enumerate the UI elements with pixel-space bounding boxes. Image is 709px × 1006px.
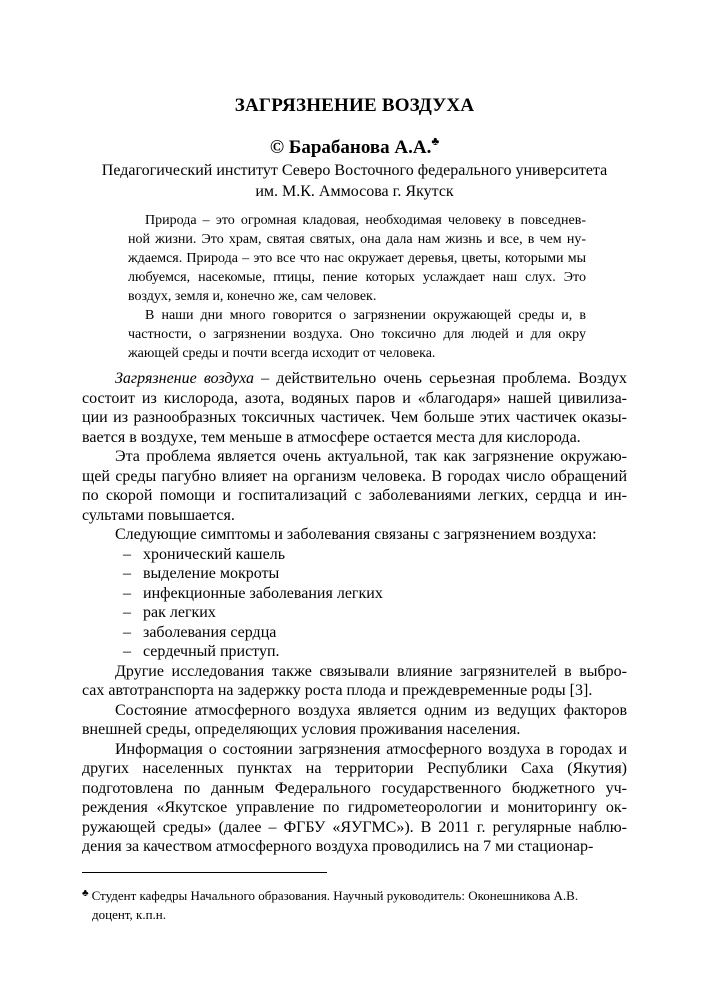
abstract-paragraph-2: В наши дни много говорится о загрязнении окружающей среды и, в частности, о загрязнении воздуха. Оно токсично для людей и для окру жающей среды и почти всегда исходит от человека. bbox=[128, 308, 586, 361]
list-item-text: сердечный приступ. bbox=[143, 643, 280, 660]
footnote-line-1 bbox=[82, 884, 627, 905]
list-item bbox=[82, 623, 627, 643]
list-item bbox=[82, 545, 627, 565]
footnote-text-1: Студент кафедры Начального образования. Научный руководитель: Оконешникова А.В. bbox=[91, 888, 579, 903]
list-item bbox=[82, 584, 627, 604]
footnote bbox=[82, 884, 627, 924]
list-item-text: заболевания сердца bbox=[143, 623, 277, 641]
list-dash: – bbox=[123, 643, 131, 660]
body-paragraph-3: Следующие симптомы и заболевания связаны с загрязнением воздуха: bbox=[115, 526, 597, 543]
list-item-text: инфекционные заболевания легких bbox=[143, 584, 383, 602]
list-item-text: выделение мокроты bbox=[143, 565, 280, 582]
body-paragraph-2: Эта проблема является очень актуальной, так как загрязнение окружаю- щей среды пагубно влияет на организм человека. В городах число обращений по скорой помощи и госпитализаций с заболеваниями легких, сердца и ин- сультами повышается. bbox=[82, 448, 627, 524]
list-dash: – bbox=[123, 565, 131, 582]
list-dash: – bbox=[123, 623, 131, 641]
list-item-text: рак легких bbox=[143, 604, 216, 621]
footnote-divider bbox=[82, 872, 327, 873]
author-line bbox=[0, 134, 709, 159]
abstract-paragraph-1: Природа – это огромная кладовая, необходимая человеку в повседнев- ной жизни. Это храм, святая святых, она дала нам жизнь и все, в чем ну- ждаемся. Природа – это все что нас окружает деревья, цветы, которыми мы любуемся, насекомые, птицы, пение которых услаждает наш слух. Это воздух, земля и, конечно же, сам человек. bbox=[128, 213, 586, 304]
list-dash: – bbox=[123, 604, 131, 621]
article-title: ЗАГРЯЗНЕНИЕ ВОЗДУХА bbox=[234, 95, 475, 116]
main-text bbox=[82, 369, 627, 857]
body-paragraph-4: Другие исследования также связывали влияние загрязнителей в выбро- сах автотранспорта на задержку роста плода и преждевременные роды [3]. bbox=[82, 662, 627, 699]
affiliation bbox=[82, 160, 627, 202]
affiliation-line-2: им. М.К. Аммосова г. Якутск bbox=[255, 183, 454, 200]
author-footnote-mark: ♣ bbox=[431, 134, 440, 148]
term-italic: Загрязнение воздуха bbox=[115, 370, 255, 387]
affiliation-line-1: Педагогический институт Северо Восточного федерального университета bbox=[101, 162, 608, 179]
list-dash: – bbox=[123, 584, 131, 602]
body-paragraph-1 bbox=[82, 369, 627, 447]
list-item bbox=[82, 603, 627, 623]
body-paragraph-1-text: – действительно очень серьезная проблема. Воздух состоит из кислорода, азота, водяных паров и «благодаря» нашей цивилиза- ции из разнообразных токсичных частичек. Чем больше этих частичек оказы- вается в воздухе, тем меньше в атмосфере остается места для кислорода. bbox=[82, 370, 628, 446]
body-paragraph-5: Состояние атмосферного воздуха является одним из ведущих факторов внешней среды, определяющих условия проживания населения. bbox=[82, 701, 627, 738]
list-item bbox=[82, 564, 627, 584]
footnote-mark: ♣ bbox=[82, 888, 89, 899]
list-dash: – bbox=[123, 545, 131, 563]
list-item bbox=[82, 642, 627, 662]
author-name: © Барабанова А.А. bbox=[269, 137, 432, 158]
footnote-line-2: доцент, к.п.н. bbox=[92, 907, 166, 922]
body-paragraph-6: Информация о состоянии загрязнения атмосферного воздуха в городах и других населенных пунктах на территории Республики Саха (Якутия) подготовлена по данным Федерального государственного бюджетного уч- реждения «Якутское управление по гидрометеорологии и мониторингу ок- ружающей среды» (далее – ФГБУ «ЯУГМС»). В 2011 г. регулярные наблю- дения за качеством атмосферного воздуха проводились на 7 ми стационар- bbox=[82, 740, 627, 855]
abstract bbox=[128, 211, 586, 363]
list-item-text: хронический кашель bbox=[143, 545, 286, 563]
symptoms-list bbox=[82, 545, 627, 662]
